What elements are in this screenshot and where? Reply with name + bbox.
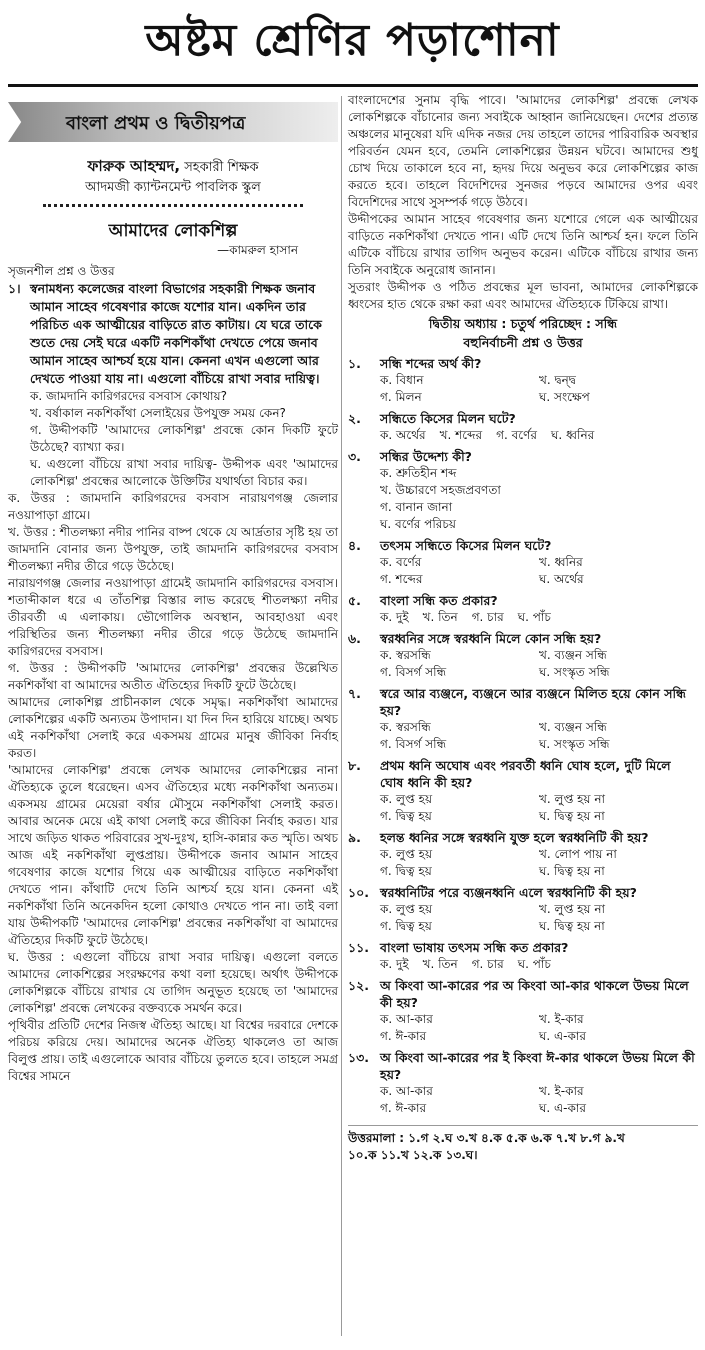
page-title: অষ্টম শ্রেণির পড়াশোনা [145,15,560,66]
mcq-question-text: সন্ধি শব্দের অর্থ কী? [380,356,482,371]
mcq-option: ক. দুই [380,610,409,624]
mcq-item [348,355,698,406]
mcq-option: খ. লুপ্ত হয় না [539,792,605,806]
mcq-option: ঘ. অর্থের [539,572,584,586]
mcq-option: খ. ব্যঞ্জন সন্ধি [539,720,607,734]
author-role: সহকারী শিক্ষক [184,160,259,175]
mcq-item [348,410,698,444]
mcq-question-text: ১. [348,356,361,371]
mcq-question-text: ৯. [348,830,361,845]
mcq-option: গ. চার [471,610,504,624]
column-divider [341,96,342,1336]
mcq-question-text: তৎসম সন্ধিতে কিসের মিলন ঘটে? [380,538,552,553]
mcq-option: গ. দ্বিত্ব হয় [380,864,432,878]
mcq-option: ঘ. পাঁচ [517,610,551,624]
author-school: আদমজী ক্যান্টনমেন্ট পাবলিক স্কুল [85,180,261,195]
question-stem: ১। স্বনামধন্য কলেজের বাংলা বিভাগের সহকারী শিক্ষক জনাব আমান সাহেব গবেষণার কাজে যশোর যান। একদিন তার পরিচিত এক আত্মীয়ের বাড়িতে রাত কাটায়। যে ঘরে তাকে শুতে দেয় সেই ঘরে একটি নকশিকাঁথা দেখতে পেয়ে জনাব আমান সাহেব আশ্চর্য হয়ে যান। কেননা এখন এগুলো আর দেখতে পাওয়া যায় না। এগুলো বাঁচিয়ে রাখা সবার দায়িত্ব। [8,281,322,386]
mcq-option: ক. আ-কার [380,1084,433,1098]
mcq-option: ক. শ্রুতিহীন শব্দ [380,466,457,480]
answer-key [348,1125,698,1164]
mcq-option: ক. অর্থের [380,428,426,442]
masthead-rule [8,84,698,87]
article-title: আমাদের লোকশিল্প [108,221,238,241]
mcq-question-text: হলন্ত ধ্বনির সঙ্গে স্বরধ্বনি যুক্ত হলে স্বরধ্বনিটি কী হয়? [380,830,649,845]
question-ga: গ. উদ্দীপকটি 'আমাদের লোকশিল্প' প্রবন্ধে কোন দিকটি ফুটে উঠেছে? ব্যাখ্যা কর। [30,423,338,454]
mcq-option: ক. লুপ্ত হয় [380,847,433,861]
mcq-question-text: সন্ধিতে কিসের মিলন ঘটে? [380,411,516,426]
mcq-option: খ. ই-কার [539,1084,584,1098]
mcq-item [348,592,698,626]
mcq-question-text: বাংলা সন্ধি কত প্রকার? [380,593,498,608]
answer-key-line-1: উত্তরমালা : ১.গ ২.ঘ ৩.খ ৪.ক ৫.ক ৬.ক ৭.খ ৮.গ ৯.খ [348,1131,625,1145]
mcq-option: খ. তিন [422,957,458,971]
question-ka: ক. জামদানি কারিগরদের বসবাস কোথায়? [30,389,227,403]
answer-key-line-2: ১০.ক ১১.খ ১২.ক ১৩.ঘ। [348,1148,478,1162]
mcq-item [348,448,698,533]
mcq-option: খ. শব্দের [439,428,483,442]
mcq-option: গ. বর্ণের [496,428,537,442]
mcq-option: ঘ. ধ্বনির [550,428,595,442]
mcq-option: ঘ. সংস্কৃত সন্ধি [539,665,610,679]
mcq-question-text: স্বরধ্বনিটির পরে ব্যঞ্জনধ্বনি এলে স্বরধ্বনিটি কী হয়? [380,885,637,900]
mcq-option: ক. স্বরসন্ধি [380,648,431,662]
mcq-option: গ. দ্বিত্ব হয় [380,809,432,823]
mcq-item [348,1049,698,1117]
mcq-option: খ. ধ্বনির [539,555,583,569]
question-kha: খ. বর্ষাকাল নকশিকাঁথা সেলাইয়ের উপযুক্ত সময় কেন? [30,406,286,420]
mcq-item [348,939,698,973]
mcq-option: ঘ. এ-কার [539,1029,586,1043]
mcq-question-text: স্বরে আর ব্যঞ্জনে, ব্যঞ্জনে আর ব্যঞ্জনে মিলিত হয়ে কোন সন্ধি হয়? [380,686,686,718]
answer-gha: ঘ. উত্তর : এগুলো বাঁচিয়ে রাখা সবার দায়িত্ব। এগুলো বলতে আমাদের লোকশিল্পের সংরক্ষণের কথা বলা হয়েছে। অর্থাৎ উদ্দীপকে লোকশিল্পকে বাঁচিয়ে রাখার যে তাগিদ অনুভূত হয়েছে তা 'আমাদের লোকশিল্প' প্রবন্ধে লেখকের বক্তব্যকে সমর্থন করে। [8,950,338,1015]
mcq-option: খ. উচ্চারণে সহজপ্রবণতা [380,483,501,497]
dotted-divider [43,204,303,207]
mcq-item [348,685,698,753]
question-gha: ঘ. এগুলো বাঁচিয়ে রাখা সবার দায়িত্ব- উদ্দীপক এবং 'আমাদের লোকশিল্প' প্রবন্ধের আলোকে উক্তিটির যথার্থতা বিচার কর। [30,457,338,488]
answer-ka: ক. উত্তর : জামদানি কারিগরদের বসবাস নারায়ণগঞ্জ জেলার নওয়াপাড়া গ্রামে। [8,491,338,522]
mcq-list [348,355,698,1117]
article-byline: —কামরুল হাসান [217,243,298,257]
mcq-option: গ. বানান জানা [380,500,453,514]
author-block [8,156,338,198]
mcq-option: ক. লুপ্ত হয় [380,792,433,806]
mcq-item [348,757,698,825]
mcq-option: ঘ. সংস্কৃত সন্ধি [539,737,610,751]
masthead [0,0,705,82]
mcq-option: ক. স্বরসন্ধি [380,720,431,734]
answer-gha-conclusion: সুতরাং উদ্দীপক ও পঠিত প্রবন্ধের মূল ভাবনা, আমাদের লোকশিল্পকে ধ্বংসের হাত থেকে রক্ষা করা এবং আমাদের ঐতিহ্যকে টিকিয়ে রাখা। [348,280,698,311]
mcq-option: ঘ. দ্বিত্ব হয় না [539,809,605,823]
answer-gha-continued-2: উদ্দীপকের আমান সাহেব গবেষণার জন্য যশোরে গেলে এক আত্মীয়ের বাড়িতে নকশিকাঁথা দেখতে পান। এটি দেখে তিনি আশ্চর্য হন। ফলে তিনি এটিকে বাঁচিয়ে রাখার তাগিদ অনুভব করেন। এটিকে বাঁচিয়ে রাখার জন্য তিনি সবাইকে অনুরোধ জানান। [348,212,698,277]
mcq-option: ক. আ-কার [380,1012,433,1026]
mcq-option: খ. দ্বন্দ্ব [539,373,576,387]
mcq-question-text: সন্ধির উদ্দেশ্য কী? [380,449,472,464]
mcq-option: খ. ব্যঞ্জন সন্ধি [539,648,607,662]
mcq-option: ক. লুপ্ত হয় [380,902,433,916]
mcq-option: খ. লোপ পায় না [539,847,617,861]
mcq-option: ঘ. পাঁচ [517,957,551,971]
mcq-question-text: প্রথম ধ্বনি অঘোষ এবং পরবর্তী ধ্বনি ঘোষ হলে, দুটি মিলে ঘোষ ধ্বনি কী হয়? [380,758,671,790]
mcq-option: খ. লুপ্ত হয় না [539,902,605,916]
mcq-option: গ. ঈ-কার [380,1101,427,1115]
mcq-question-text: ৬. [348,631,361,646]
subject-banner [8,96,338,148]
section-label: সৃজনশীল প্রশ্ন ও উত্তর [8,264,115,278]
mcq-item [348,884,698,935]
answer-gha-detail: পৃথিবীর প্রতিটি দেশের নিজস্ব ঐতিহ্য আছে। যা বিশ্বের দরবারে দেশকে পরিচয় করিয়ে দেয়। আমাদের অনেক ঐতিহ্য থাকলেও তা আজ বিলুপ্ত প্রায়। তাই এগুলোকে আবার বাঁচিয়ে তুলতে হবে। তাহলে সমগ্র বিশ্বের সামনে [8,1018,338,1083]
answer-ga: গ. উত্তর : উদ্দীপকটি 'আমাদের লোকশিল্প' প্রবন্ধের উল্লেখিত নকশিকাঁথা বা আমাদের অতীত ঐতিহ্যের দিকটি ফুটে উঠেছে। [8,661,338,692]
answer-kha: খ. উত্তর : শীতলক্ষ্যা নদীর পানির বাষ্প থেকে যে আর্দ্রতার সৃষ্টি হয় তা জামদানি বোনার জন্য উপযুক্ত, তাই জামদানি কারিগরদের বসবাস শীতলক্ষ্যা নদীর তীরে গড়ে উঠেছে। [8,525,338,573]
mcq-option: গ. দ্বিত্ব হয় [380,919,432,933]
mcq-section-heading: বহুনির্বাচনী প্রশ্ন ও উত্তর [463,335,583,350]
mcq-option: গ. ঈ-কার [380,1029,427,1043]
right-column [348,92,698,1164]
mcq-question-text: ৭. [348,686,361,701]
mcq-option: গ. বিসর্গ সন্ধি [380,665,447,679]
answer-gha-continued: বাংলাদেশের সুনাম বৃদ্ধি পাবে। 'আমাদের লোকশিল্প' প্রবন্ধে লেখক লোকশিল্পকে বাঁচানোর জন্য সবাইকে আহ্বান জানিয়েছেন। দেশের প্রত্যন্ত অঞ্চলের মানুষেরা যদি এদিক নজর দেয় তাহলে তাদের পারিবারিক অবস্থার পরিবর্তন যেমন হবে, তেমনি লোকশিল্পের উন্নয়ন ঘটবে। আমাদের শুধু চোখ দিয়ে তাকালে হবে না, হৃদয় দিয়ে অনুভব করে লোকশিল্পের কাজ করতে হবে। তাহলে বিদেশিদের সুনজর পড়বে আমাদের ওপর এবং বিদেশিদের সাথে সুসম্পর্ক গড়ে উঠবে। [348,93,698,209]
mcq-question-text: ১১. [348,940,369,955]
mcq-question-text: স্বরধ্বনির সঙ্গে স্বরধ্বনি মিলে কোন সন্ধি হয়? [380,631,602,646]
mcq-option: ঘ. সংক্ষেপ [539,390,590,404]
mcq-option: খ. ই-কার [539,1012,584,1026]
mcq-question-text: ৪. [348,538,361,553]
answer-kha-detail: নারায়ণগঞ্জ জেলার নওয়াপাড়া গ্রামেই জামদানি কারিগরদের বসবাস। শতাব্দীকাল ধরে এ তাঁতশিল্প বিস্তার লাভ করেছে শীতলক্ষ্যা নদীর তীরবর্তী এ এলাকায়। ভৌগোলিক অবস্থান, আবহাওয়া এবং পরিস্থিতির জন্য শীতলক্ষ্যা নদীর তীরে গড়ে উঠেছে জামদানি কারিগরদের বসবাস। [8,576,338,658]
subject-title: বাংলা প্রথম ও দ্বিতীয়পত্র [66,113,246,134]
mcq-item [348,537,698,588]
mcq-question-text: ১০. [348,885,369,900]
mcq-question-text: ২. [348,411,361,426]
mcq-question-text: অ কিংবা আ-কারের পর ই কিংবা ঈ-কার থাকলে উভয় মিলে কী হয়? [380,1050,695,1082]
mcq-question-text: ১৩. [348,1050,369,1065]
mcq-option: ক. বিধান [380,373,424,387]
mcq-question-text: বাংলা ভাষায় তৎসম সন্ধি কত প্রকার? [380,940,569,955]
mcq-option: ক. বর্ণের [380,555,422,569]
mcq-option: গ. চার [471,957,504,971]
left-column [8,96,338,1085]
mcq-question-text: ৩. [348,449,361,464]
mcq-question-text: অ কিংবা আ-কারের পর অ কিংবা আ-কার থাকলে উভয় মিলে কী হয়? [380,978,689,1010]
mcq-item [348,977,698,1045]
mcq-option: ঘ. এ-কার [539,1101,586,1115]
mcq-question-text: ৫. [348,593,361,608]
mcq-item [348,630,698,681]
mcq-item [348,829,698,880]
mcq-question-text: ১২. [348,978,369,993]
mcq-chapter-heading: দ্বিতীয় অধ্যায় : চতুর্থ পরিচ্ছেদ : সন্ধি [428,316,618,331]
mcq-option: ক. দুই [380,957,409,971]
author-name: ফারুক আহম্মদ, [87,157,181,175]
mcq-option: গ. বিসর্গ সন্ধি [380,737,447,751]
mcq-option: ঘ. দ্বিত্ব হয় না [539,919,605,933]
mcq-option: গ. শব্দের [380,572,423,586]
mcq-option: ঘ. দ্বিত্ব হয় না [539,864,605,878]
mcq-question-text: ৮. [348,758,361,773]
answer-ga-detail-2: 'আমাদের লোকশিল্প' প্রবন্ধে লেখক আমাদের লোকশিল্পের নানা ঐতিহ্যকে তুলে ধরেছেন। এসব ঐতিহ্যের মধ্যে নকশিকাঁথা অন্যতম। একসময় গ্রামের মেয়েরা বর্ষার মৌসুমে নকশিকাঁথা সেলাই করত। আবার অনেক মেয়ে এই কাথা সেলাই করে জীবিকা নির্বাহ করত। যার সাথে জড়িত থাকত পরিবারের সুখ-দুঃখ, হাসি-কান্নার কত স্মৃতি। অথচ আজ এই নকশিকাঁথা লুপ্তপ্রায়। উদ্দীপকে জনাব আমান সাহেব গবেষণার কাজে যশোর গিয়ে এক আত্মীয়ের বাড়িতে নকশিকাঁথা দেখতে পান। কাঁথাটি দেখে তিনি আশ্চর্য হয়ে যান। কেননা এই নকশিকাঁথা তিনি অনেকদিন হলো কোথাও দেখতে পান না। তাই বলা যায় উদ্দীপকটি 'আমাদের লোকশিল্প' প্রবন্ধের নকশিকাঁথা বা আমাদের ঐতিহ্যের দিকটি ফুটে উঠেছে। [8,763,338,947]
mcq-option: গ. মিলন [380,390,422,404]
mcq-option: খ. তিন [422,610,458,624]
mcq-option: ঘ. বর্ণের পরিচয় [380,517,456,531]
answer-ga-detail-1: আমাদের লোকশিল্প প্রাচীনকাল থেকে সমৃদ্ধ। নকশিকাঁথা আমাদের লোকশিল্পের একটি অন্যতম উপাদান। যা দিন দিন হারিয়ে যাচ্ছে। অথচ এই নকশিকাঁথা সেলাই করে একসময় গ্রামের মানুষ জীবিকা নির্বাহ করত। [8,695,338,760]
